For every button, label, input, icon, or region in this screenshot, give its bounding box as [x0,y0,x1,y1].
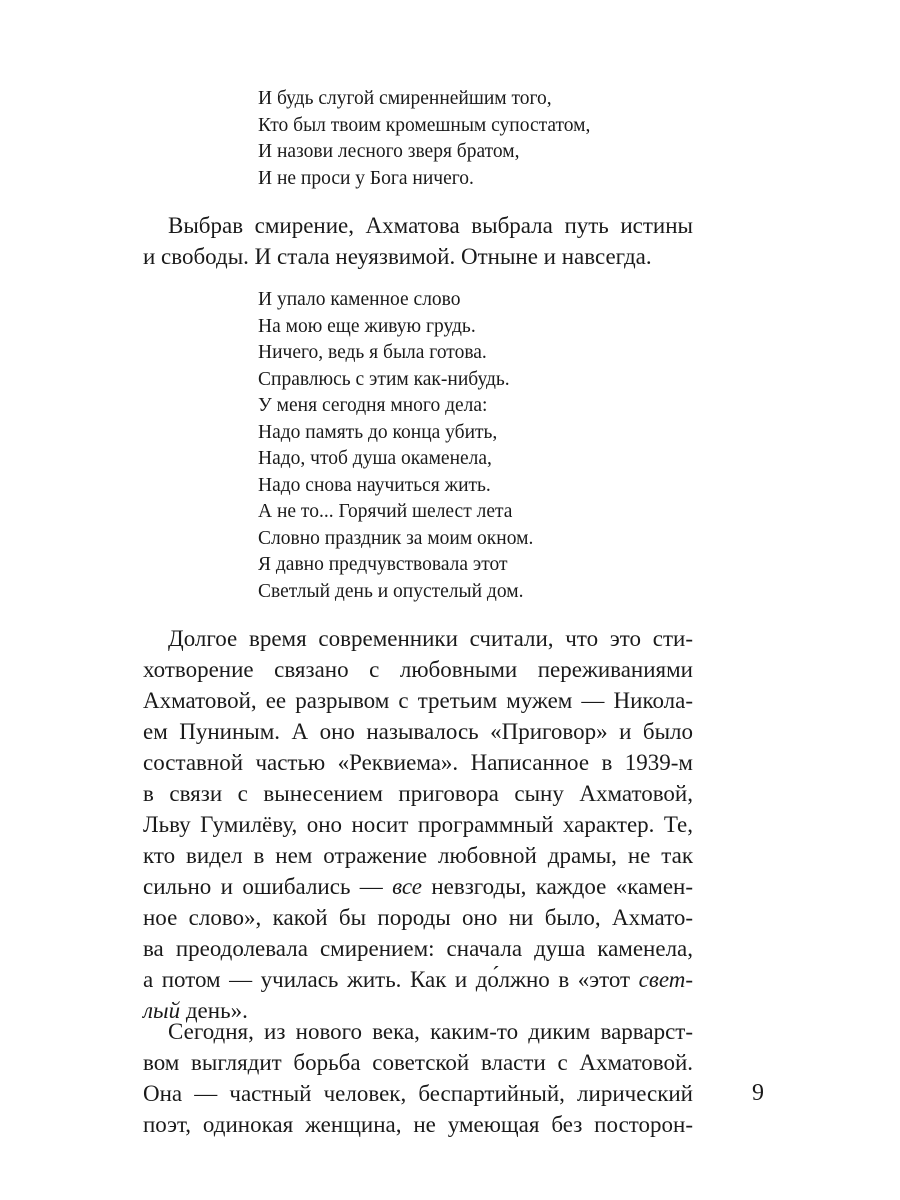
prose-text: день». [180,998,248,1023]
prose-line [143,964,693,995]
prose-line: Она — частный человек, беспартийный, лирический [143,1081,693,1106]
poem-line: Надо снова научиться жить. [258,474,491,496]
prose-line: Сегодня, из нового века, каким-то диким варварст- [168,1019,693,1044]
poem-line: У меня сегодня много дела: [258,395,488,416]
prose-line: ем Пуниным. А оно называлось «Приговор» и было [143,719,693,744]
prose-paragraph [143,1016,693,1140]
poem-stanza [258,287,533,605]
poem-line: И назови лесного зверя братом, [258,141,520,162]
poem-line: Я давно предчувствовала этот [258,554,508,575]
prose-line: Льву Гумилёву, оно носит программный характер. Те, [143,812,693,837]
prose-paragraph [143,623,693,1026]
poem-line: Ничего, ведь я была готова. [258,342,487,363]
prose-line [143,871,693,902]
poem-line: И упало каменное слово [258,289,461,310]
poem-line: А не то... Горячий шелест лета [258,501,513,522]
prose-line: составной частью «Реквиема». Написанное в 1939-м [143,750,693,775]
poem-line: И будь слугой смиреннейшим того, [258,88,552,109]
prose-line: Долгое время современники считали, что это сти- [168,626,693,651]
poem-line: Словно праздник за моим окном. [258,527,534,549]
prose-line: Ахматовой, ее разрывом с третьим мужем — Никола- [143,688,693,713]
poem-line: Надо, чтоб душа окаменела, [258,448,492,469]
poem-line: Светлый день и опустелый дом. [258,580,524,602]
poem-line: Надо память до конца убить, [258,421,498,443]
prose-line: в связи с вынесением приговора сыну Ахматовой, [143,781,693,806]
prose-line: хотворение связано с любовными переживаниями [143,657,693,682]
prose-line: поэт, одинокая женщина, не умеющая без посторон- [143,1112,693,1137]
prose-line: кто видел в нем отражение любовной драмы, не так [143,843,693,868]
poem-stanza [258,86,590,192]
prose-text: а потом — училась жить. Как и до́лжно в «этот [143,967,639,992]
poem-line: И не проси у Бога ничего. [258,167,474,189]
prose-text: невзгоды, каждое «камен- [421,874,694,899]
emphasized-word: лый [143,998,181,1023]
poem-line: Справлюсь с этим как-нибудь. [258,368,510,390]
prose-line: вом выглядит борьба советской власти с Ахматовой. [143,1050,693,1075]
page-number: 9 [752,1080,764,1106]
prose-line: ва преодолевала смирением: сначала душа каменела, [143,936,693,961]
prose-text: сильно и ошибались — [143,874,393,899]
emphasized-word: свет- [638,967,693,992]
prose-line: ное слово», какой бы породы оно ни было, Ахмато- [143,905,693,930]
poem-line: На мою еще живую грудь. [258,315,476,337]
prose-line: Выбрав смирение, Ахматова выбрала путь истины [168,213,693,238]
emphasized-word: все [392,874,422,899]
prose-line: и свободы. И стала неуязвимой. Отныне и навсегда. [143,244,652,269]
prose-paragraph [143,210,693,272]
poem-line: Кто был твоим кромешным супостатом, [258,114,591,136]
